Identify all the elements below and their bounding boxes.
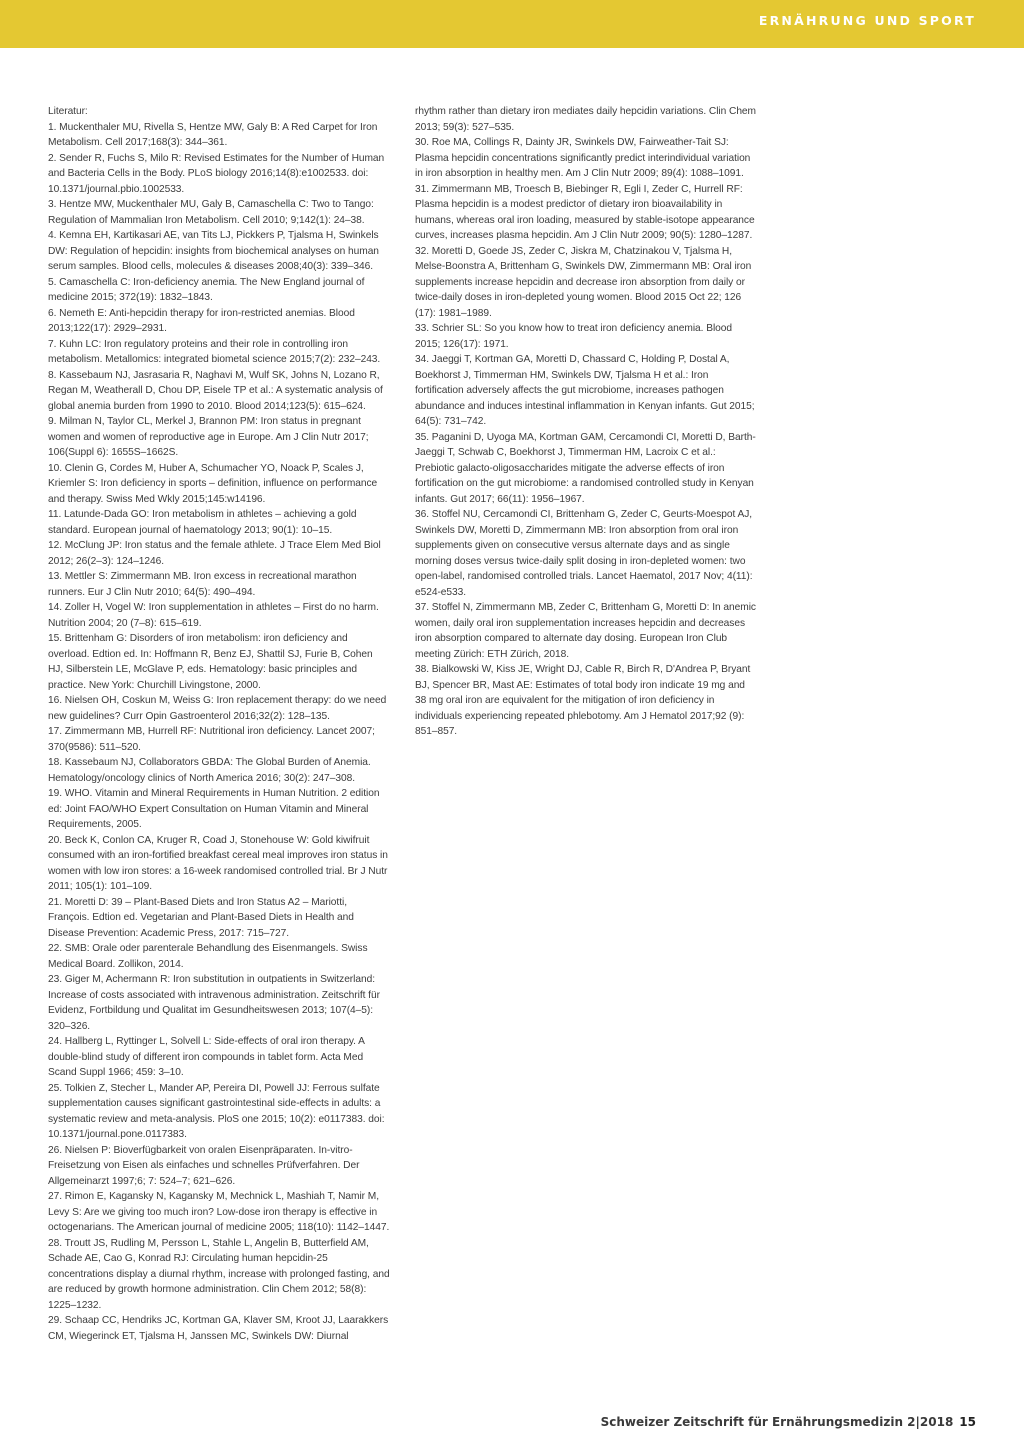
reference-item: 9. Milman N, Taylor CL, Merkel J, Brannon PM: Iron status in pregnant women and women of reproductive age in Europe. Am J Clin Nutr 2017; 106(Suppl 6): 1655S–1662S. bbox=[48, 416, 369, 458]
reference-item: 31. Zimmermann MB, Troesch B, Biebinger R, Egli I, Zeder C, Hurrell RF: Plasma hepcidin is a modest predictor of dietary iron bioavailability in humans, whereas oral iron loading, measured by stable-isotope appearance curves, increases plasma hepcidin. Am J Clin Nutr 2009; 90(5): 1280–1287. bbox=[415, 183, 755, 241]
reference-list-right bbox=[415, 104, 757, 740]
reference-item: 3. Hentze MW, Muckenthaler MU, Galy B, Camaschella C: Two to Tango: Regulation of Mammalian Iron Metabolism. Cell 2010; 9;142(1): 24–38. bbox=[48, 199, 374, 226]
reference-item: 35. Paganini D, Uyoga MA, Kortman GAM, Cercamondi CI, Moretti D, Barth-Jaeggi T, Schwab C, Boekhorst J, Timmerman HM, Lacroix C et al.: Prebiotic galacto-oligosaccharides mitigate the adverse effects of iron fortification on the gut microbiome: a randomised controlled study in Kenyan infants. Gut 2017; 66(11): 1956–1967. bbox=[415, 431, 756, 505]
reference-item: 28. Troutt JS, Rudling M, Persson L, Stahle L, Angelin B, Butterfield AM, Schade AE, Cao G, Konrad RJ: Circulating human hepcidin-25 concentrations display a diurnal rhythm, increase with prolonged fasting, and are reduced by growth hormone administration. Clin Chem 2012; 58(8): 1225–1232. bbox=[48, 1237, 390, 1311]
reference-item: 18. Kassebaum NJ, Collaborators GBDA: The Global Burden of Anemia. Hematology/oncology clinics of North America 2016; 30(2): 247–308. bbox=[48, 757, 371, 784]
reference-item: 29. Schaap CC, Hendriks JC, Kortman GA, Klaver SM, Kroot JJ, Laarakkers CM, Wiegerinck ET, Tjalsma H, Janssen MC, Swinkels DW: Diurnal bbox=[48, 1315, 389, 1342]
reference-item: 12. McClung JP: Iron status and the female athlete. J Trace Elem Med Biol 2012; 26(2–3): 124–1246. bbox=[48, 540, 381, 567]
reference-item: 34. Jaeggi T, Kortman GA, Moretti D, Chassard C, Holding P, Dostal A, Boekhorst J, Timmerman HM, Swinkels DW, Tjalsma H et al.: Iron fortification adversely affects the gut microbiome, increases pathogen abundance and induces intestinal inflammation in Kenyan infants. Gut 2015; 64(5): 731–742. bbox=[415, 354, 755, 427]
reference-item: 26. Nielsen P: Bioverfügbarkeit von oralen Eisenpräparaten. In-vitro-Freisetzung von Eisen als einfaches und schnelles Prüfverfahren. Der Allgemeinarzt 1997;6; 7: 524–7; 621–626. bbox=[48, 1144, 360, 1187]
references-column-left bbox=[48, 104, 390, 1344]
reference-item: 5. Camaschella C: Iron-deficiency anemia. The New England journal of medicine 2015; 372(19): 1832–1843. bbox=[48, 276, 365, 303]
reference-item: 2. Sender R, Fuchs S, Milo R: Revised Estimates for the Number of Human and Bacteria Cells in the Body. PLoS biology 2016;14(8):e1002533. doi: 10.1371/journal.pbio.1002533. bbox=[48, 152, 385, 195]
reference-item: 10. Clenin G, Cordes M, Huber A, Schumacher YO, Noack P, Scales J, Kriemler S: Iron deficiency in sports – definition, influence on performance and therapy. Swiss Med Wkly 2015;145:w14196. bbox=[48, 462, 378, 505]
reference-item: 32. Moretti D, Goede JS, Zeder C, Jiskra M, Chatzinakou V, Tjalsma H, Melse-Boonstra A, Brittenham G, Swinkels DW, Zimmermann MB: Oral iron supplements increase hepcidin and decrease iron absorption from daily or twice-daily doses in iron-depleted young women. Blood 2015 Oct 22; 126 (17): 1981–1989. bbox=[415, 245, 752, 319]
reference-item: 33. Schrier SL: So you know how to treat iron deficiency anemia. Blood 2015; 126(17): 1971. bbox=[415, 323, 733, 350]
literature-heading: Literatur: bbox=[48, 106, 88, 117]
reference-item: 21. Moretti D: 39 – Plant-Based Diets and Iron Status A2 – Mariotti, François. Edtion ed. Vegetarian and Plant-Based Diets in Health and Disease Prevention: Academic Press, 2017: 715–727. bbox=[48, 896, 354, 939]
reference-item: 16. Nielsen OH, Coskun M, Weiss G: Iron replacement therapy: do we need new guidelines? Curr Opin Gastroenterol 2016;32(2): 128–135. bbox=[48, 695, 387, 722]
references-column-right bbox=[415, 104, 757, 740]
journal-title: Schweizer Zeitschrift für Ernährungsmedizin 2|2018 bbox=[600, 1415, 954, 1429]
reference-item: 25. Tolkien Z, Stecher L, Mander AP, Pereira DI, Powell JJ: Ferrous sulfate supplementation causes significant gastrointestinal side-effects in adults: a systematic review and meta-analysis. PloS one 2015; 10(2): e0117383. doi: 10.1371/journal.pone.0117383. bbox=[48, 1082, 385, 1140]
page-number: 15 bbox=[959, 1415, 976, 1429]
header-band bbox=[0, 0, 1024, 48]
reference-item: 11. Latunde-Dada GO: Iron metabolism in athletes – achieving a gold standard. European journal of haematology 2013; 90(1): 10–15. bbox=[48, 509, 357, 536]
reference-item: 7. Kuhn LC: Iron regulatory proteins and their role in controlling iron metabolism. Metallomics: integrated biometal science 2015;7(2): 232–243. bbox=[48, 338, 381, 365]
reference-item: 6. Nemeth E: Anti-hepcidin therapy for iron-restricted anemias. Blood 2013;122(17): 2929–2931. bbox=[48, 307, 355, 334]
reference-item: 8. Kassebaum NJ, Jasrasaria R, Naghavi M, Wulf SK, Johns N, Lozano R, Regan M, Weatherall D, Chou DP, Eisele TP et al.: A systematic analysis of global anemia burden from 1990 to 2010. Blood 2014;123(5): 615–624. bbox=[48, 369, 383, 412]
reference-item: 13. Mettler S: Zimmermann MB. Iron excess in recreational marathon runners. Eur J Clin Nutr 2010; 64(5): 490–494. bbox=[48, 571, 357, 598]
section-title: ERNÄHRUNG UND SPORT bbox=[758, 13, 976, 28]
reference-item: 36. Stoffel NU, Cercamondi CI, Brittenham G, Zeder C, Geurts-Moespot AJ, Swinkels DW, Moretti D, Zimmermann MB: Iron absorption from oral iron supplements given on consecutive versus alternate days and as single morning doses versus twice-daily split dosing in iron-depleted women: two open-label, randomised controlled trials. Lancet Haematol, 2017 Nov; 4(11): e524-e533. bbox=[415, 509, 753, 598]
reference-item: 30. Roe MA, Collings R, Dainty JR, Swinkels DW, Fairweather-Tait SJ: Plasma hepcidin concentrations significantly predict interindividual variation in iron absorption in healthy men. Am J Clin Nutr 2009; 89(4): 1088–1091. bbox=[415, 137, 751, 179]
reference-item: 14. Zoller H, Vogel W: Iron supplementation in athletes – First do no harm. Nutrition 2004; 20 (7–8): 615–619. bbox=[48, 602, 379, 629]
reference-item: 17. Zimmermann MB, Hurrell RF: Nutritional iron deficiency. Lancet 2007; 370(9586): 511–520. bbox=[48, 726, 375, 753]
reference-item: 1. Muckenthaler MU, Rivella S, Hentze MW, Galy B: A Red Carpet for Iron Metabolism. Cell 2017;168(3): 344–361. bbox=[48, 121, 378, 148]
reference-item: 4. Kemna EH, Kartikasari AE, van Tits LJ, Pickkers P, Tjalsma H, Swinkels DW: Regulation of hepcidin: insights from biochemical analyses on human serum samples. Blood cells, molecules & diseases 2008;40(3): 339–346. bbox=[48, 230, 379, 272]
reference-item: 20. Beck K, Conlon CA, Kruger R, Coad J, Stonehouse W: Gold kiwifruit consumed with an iron-fortified breakfast cereal meal improves iron status in women with low iron stores: a 16-week randomised controlled trial. Br J Nutr 2011; 105(1): 101–109. bbox=[48, 834, 388, 892]
reference-item: 27. Rimon E, Kagansky N, Kagansky M, Mechnick L, Mashiah T, Namir M, Levy S: Are we giving too much iron? Low-dose iron therapy is effective in octogenarians. The American journal of medicine 2005; 118(10): 1142–1447. bbox=[48, 1191, 390, 1233]
reference-item: 38. Bialkowski W, Kiss JE, Wright DJ, Cable R, Birch R, D'Andrea P, Bryant BJ, Spencer BR, Mast AE: Estimates of total body iron indicate 19 mg and 38 mg oral iron are equivalent for the mitigation of iron deficiency in individuals experiencing repeated phlebotomy. Am J Hematol 2017;92 (9): 851–857. bbox=[415, 664, 751, 737]
reference-item: 19. WHO. Vitamin and Mineral Requirements in Human Nutrition. 2 edition ed: Joint FAO/WHO Expert Consultation on Human Vitamin and Mineral Requirements, 2005. bbox=[48, 788, 380, 830]
reference-item: 23. Giger M, Achermann R: Iron substitution in outpatients in Switzerland: Increase of costs associated with intravenous administration. Zeitschrift für Evidenz, Fortbildung und Qualitat im Gesundheitswesen 2013; 107(4–5): 320–326. bbox=[48, 974, 380, 1032]
reference-item: rhythm rather than dietary iron mediates daily hepcidin variations. Clin Chem 2013; 59(3): 527–535. bbox=[415, 106, 756, 133]
reference-list-left bbox=[48, 120, 390, 1345]
reference-item: 37. Stoffel N, Zimmermann MB, Zeder C, Brittenham G, Moretti D: In anemic women, daily oral iron supplementation increases hepcidin and decreases iron absorption compared to alternate day dosing. European Iron Club meeting Zürich: ETH Zürich, 2018. bbox=[415, 602, 756, 660]
reference-item: 22. SMB: Orale oder parenterale Behandlung des Eisenmangels. Swiss Medical Board. Zollikon, 2014. bbox=[48, 943, 368, 970]
page-footer bbox=[601, 1415, 976, 1429]
reference-item: 24. Hallberg L, Ryttinger L, Solvell L: Side-effects of oral iron therapy. A double-blind study of different iron compounds in tablet form. Acta Med Scand Suppl 1966; 459: 3–10. bbox=[48, 1036, 365, 1078]
reference-item: 15. Brittenham G: Disorders of iron metabolism: iron deficiency and overload. Edtion ed. In: Hoffmann R, Benz EJ, Shattil SJ, Furie B, Cohen HJ, Silberstein LE, McGlave P, eds. Hematology: basic principles and practice. New York: Churchill Livingstone, 2000. bbox=[48, 633, 373, 691]
